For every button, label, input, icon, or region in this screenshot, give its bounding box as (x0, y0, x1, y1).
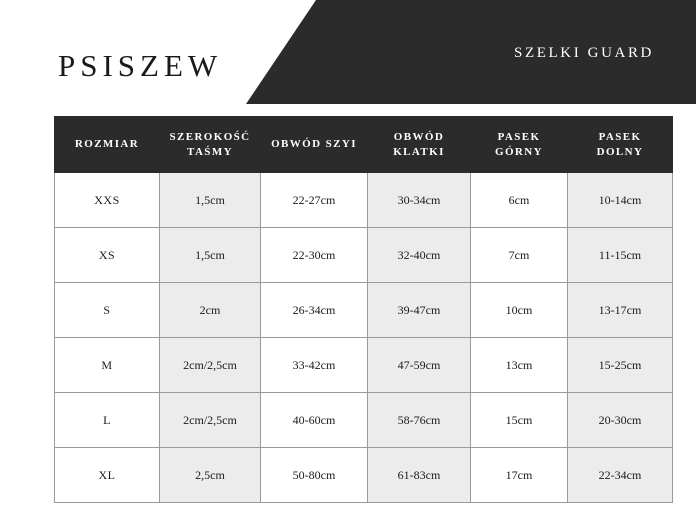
cell-size: XL (55, 448, 160, 503)
cell-lower-strap: 20-30cm (568, 393, 673, 448)
size-table-head (55, 117, 673, 173)
cell-neck-circumference: 22-27cm (261, 173, 368, 228)
cell-strap-width: 2,5cm (160, 448, 261, 503)
cell-neck-circumference: 26-34cm (261, 283, 368, 338)
table-row (55, 283, 673, 338)
cell-chest-circumference: 39-47cm (368, 283, 471, 338)
cell-chest-circumference: 61-83cm (368, 448, 471, 503)
column-header-line: OBWÓD SZYI (271, 138, 357, 151)
column-header-obwod-klatki (368, 117, 471, 173)
cell-neck-circumference: 40-60cm (261, 393, 368, 448)
table-row (55, 228, 673, 283)
column-header-obwod-szyi (261, 117, 368, 173)
page-header (0, 0, 696, 104)
cell-strap-width: 1,5cm (160, 228, 261, 283)
cell-size: XS (55, 228, 160, 283)
cell-lower-strap: 13-17cm (568, 283, 673, 338)
column-header-pasek-dolny (568, 117, 673, 173)
cell-size: XXS (55, 173, 160, 228)
cell-strap-width: 2cm/2,5cm (160, 393, 261, 448)
cell-chest-circumference: 30-34cm (368, 173, 471, 228)
cell-upper-strap: 13cm (471, 338, 568, 393)
cell-upper-strap: 17cm (471, 448, 568, 503)
cell-lower-strap: 11-15cm (568, 228, 673, 283)
size-table (54, 116, 673, 503)
column-header-line: PASEK (497, 130, 541, 143)
cell-upper-strap: 10cm (471, 283, 568, 338)
cell-upper-strap: 15cm (471, 393, 568, 448)
table-row (55, 393, 673, 448)
cell-chest-circumference: 58-76cm (368, 393, 471, 448)
cell-strap-width: 2cm (160, 283, 261, 338)
table-row (55, 338, 673, 393)
column-header-line: ROZMIAR (74, 138, 140, 151)
brand-logo: PSISZEW (58, 48, 223, 83)
cell-neck-circumference: 50-80cm (261, 448, 368, 503)
column-header-pasek-gorny (471, 117, 568, 173)
column-header-rozmiar (55, 117, 160, 173)
column-header-line: GÓRNY (495, 145, 543, 158)
size-table-container (54, 116, 643, 503)
cell-chest-circumference: 32-40cm (368, 228, 471, 283)
cell-upper-strap: 6cm (471, 173, 568, 228)
cell-neck-circumference: 22-30cm (261, 228, 368, 283)
column-header-line: KLATKI (393, 145, 445, 158)
cell-upper-strap: 7cm (471, 228, 568, 283)
cell-strap-width: 2cm/2,5cm (160, 338, 261, 393)
cell-size: L (55, 393, 160, 448)
cell-lower-strap: 22-34cm (568, 448, 673, 503)
cell-chest-circumference: 47-59cm (368, 338, 471, 393)
column-header-szerokosc-tasmy (160, 117, 261, 173)
cell-size: M (55, 338, 160, 393)
table-row (55, 448, 673, 503)
column-header-line: SZEROKOŚĆ (169, 130, 251, 143)
size-table-body (55, 173, 673, 503)
column-header-line: OBWÓD (393, 130, 445, 143)
column-header-line: DOLNY (596, 145, 644, 158)
product-title: SZELKI GUARD (514, 45, 654, 61)
table-row (55, 173, 673, 228)
cell-strap-width: 1,5cm (160, 173, 261, 228)
cell-neck-circumference: 33-42cm (261, 338, 368, 393)
column-header-line: PASEK (598, 130, 642, 143)
cell-lower-strap: 15-25cm (568, 338, 673, 393)
table-header-row (55, 117, 673, 173)
column-header-line: TAŚMY (187, 145, 233, 158)
cell-lower-strap: 10-14cm (568, 173, 673, 228)
cell-size: S (55, 283, 160, 338)
